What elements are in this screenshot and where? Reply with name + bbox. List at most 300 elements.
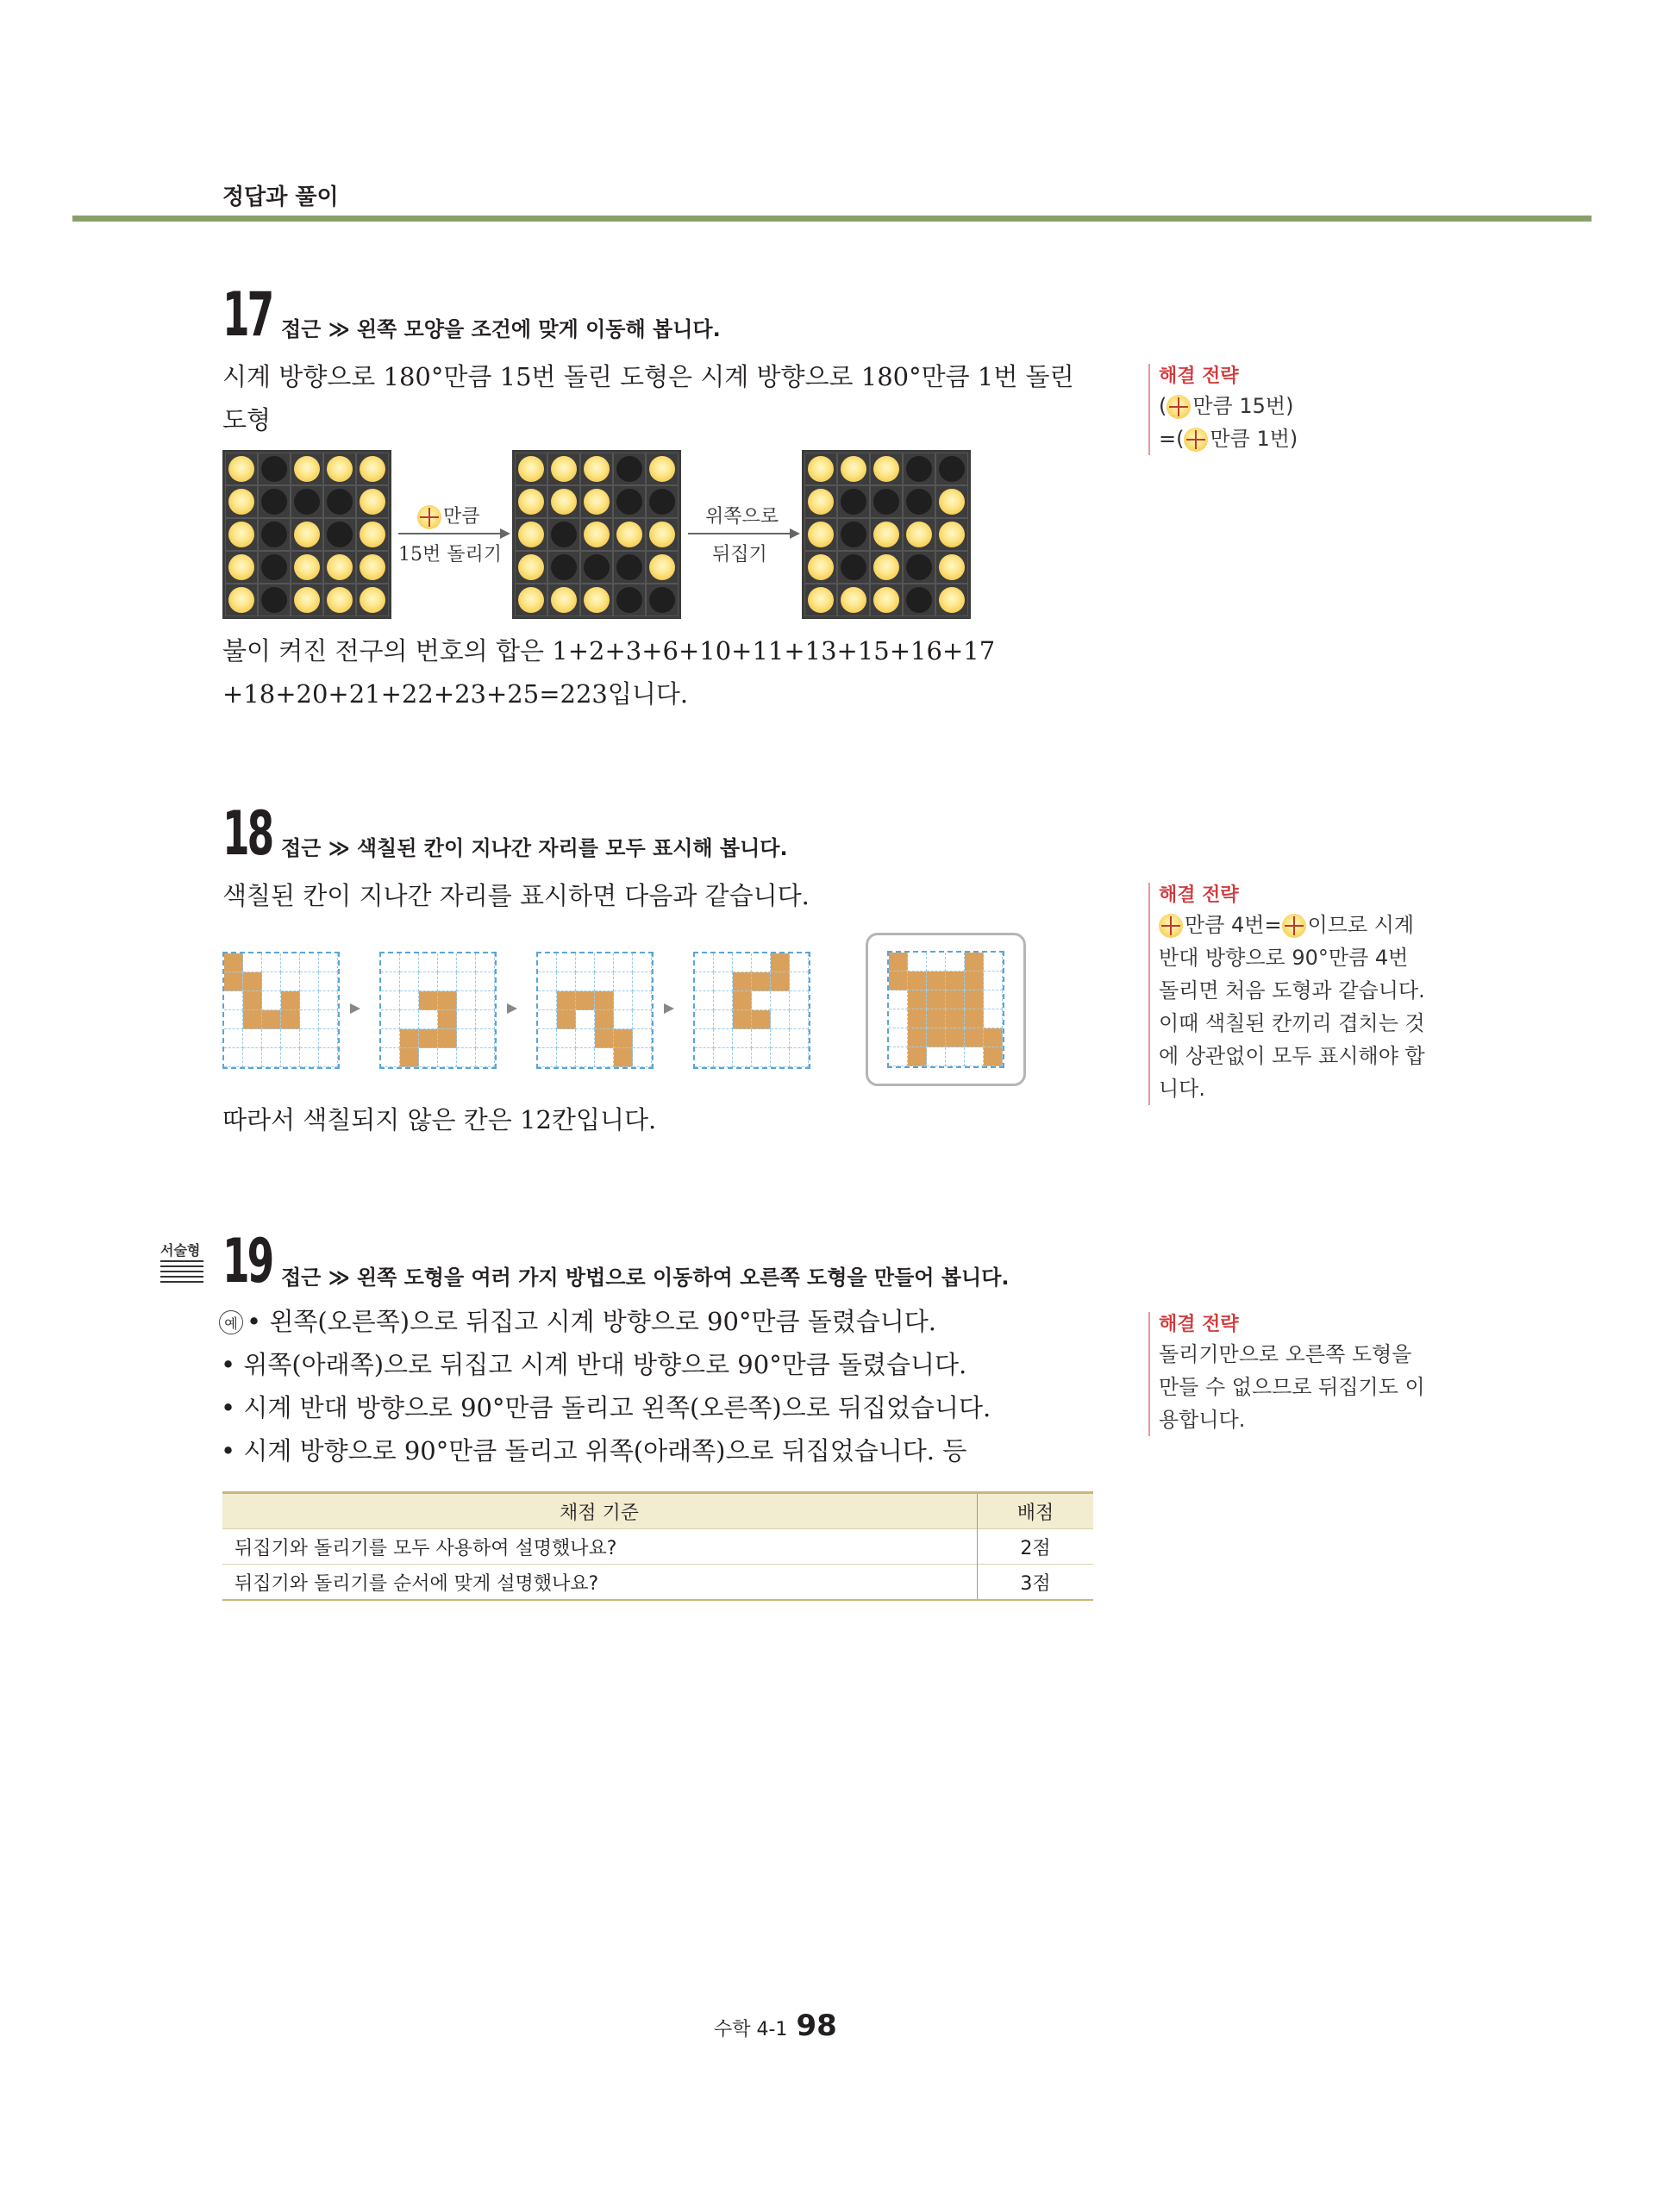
q18-strategy-box bbox=[1148, 883, 1435, 1105]
filled-square bbox=[965, 1028, 984, 1047]
empty-square bbox=[300, 972, 319, 991]
bulb-on bbox=[327, 554, 353, 580]
filled-square bbox=[908, 1047, 927, 1066]
bulb-cell bbox=[935, 485, 968, 518]
bulb-cell bbox=[580, 453, 613, 485]
empty-square bbox=[965, 1047, 984, 1066]
filled-square bbox=[224, 953, 243, 972]
rotate-180-icon bbox=[1184, 428, 1208, 452]
bulb-cell bbox=[804, 453, 837, 485]
bulb-cell bbox=[613, 518, 646, 551]
bulb-on bbox=[518, 522, 544, 547]
bulb-cell bbox=[258, 485, 291, 518]
empty-square bbox=[300, 991, 319, 1010]
filled-square bbox=[889, 953, 908, 972]
empty-square bbox=[714, 972, 733, 991]
approach-text: 왼쪽 도형을 여러 가지 방법으로 이동하여 오른쪽 도형을 만들어 봅니다. bbox=[356, 1265, 1010, 1290]
bulb-cell bbox=[515, 551, 547, 584]
q18-line1: 색칠된 칸이 지나간 자리를 표시하면 다음과 같습니다. bbox=[222, 881, 810, 910]
bulb-off bbox=[939, 456, 965, 482]
empty-square bbox=[319, 1048, 338, 1067]
filled-square bbox=[224, 972, 243, 991]
bulb-off bbox=[841, 489, 866, 515]
empty-square bbox=[457, 991, 476, 1010]
bulb-cell bbox=[613, 584, 646, 616]
bulb-cell bbox=[323, 584, 356, 616]
strategy-title: 해결 전략 bbox=[1159, 884, 1239, 906]
filled-square bbox=[927, 1009, 946, 1028]
step2-bottom-caption: 뒤집기 bbox=[712, 544, 767, 565]
bulb-cell bbox=[580, 485, 613, 518]
empty-square bbox=[457, 972, 476, 991]
bulb-on bbox=[808, 554, 834, 580]
empty-square bbox=[457, 1010, 476, 1029]
filled-square bbox=[889, 972, 908, 990]
bulb-cell bbox=[804, 485, 837, 518]
transition-arrow bbox=[507, 1003, 517, 1014]
empty-square bbox=[614, 972, 633, 991]
bulb-cell bbox=[225, 551, 258, 584]
bulb-cell bbox=[323, 485, 356, 518]
empty-square bbox=[771, 1010, 790, 1029]
bulb-on bbox=[294, 587, 320, 613]
transition-arrow bbox=[664, 1003, 674, 1014]
bulb-on bbox=[649, 522, 675, 547]
bulb-on bbox=[906, 522, 932, 547]
bulb-cell bbox=[225, 485, 258, 518]
bulb-on bbox=[360, 489, 385, 515]
empty-square bbox=[319, 953, 338, 972]
bulb-cell bbox=[580, 551, 613, 584]
bulb-on bbox=[518, 587, 544, 613]
bulb-cell bbox=[515, 518, 547, 551]
square-grid-result bbox=[887, 951, 1004, 1068]
bulb-cell bbox=[903, 453, 935, 485]
bulb-cell bbox=[323, 518, 356, 551]
bulb-cell bbox=[613, 551, 646, 584]
bulb-cell bbox=[646, 551, 679, 584]
q17-strategy-box bbox=[1148, 364, 1435, 455]
empty-square bbox=[695, 972, 714, 991]
empty-square bbox=[476, 972, 495, 991]
filled-square bbox=[595, 991, 614, 1010]
bulb-on bbox=[228, 522, 254, 547]
q17-sum-line1: 불이 켜진 전구의 번호의 합은 1+2+3+6+10+11+13+15+16+17 bbox=[222, 636, 996, 665]
square-grid-2 bbox=[379, 952, 497, 1069]
bulb-off bbox=[261, 554, 287, 580]
q18-conclusion: 따라서 색칠되지 않은 칸은 12칸입니다. bbox=[222, 1105, 657, 1134]
approach-label: 접근 ≫ bbox=[281, 1265, 350, 1290]
empty-square bbox=[281, 953, 300, 972]
bulb-on bbox=[873, 456, 899, 482]
empty-square bbox=[381, 1029, 400, 1048]
strategy-text: 돌리기만으로 오른쪽 도형을 만들 수 없으므로 뒤집기도 이용합니다. bbox=[1159, 1342, 1425, 1432]
approach-text: 왼쪽 모양을 조건에 맞게 이동해 봅니다. bbox=[356, 317, 721, 341]
empty-square bbox=[576, 1029, 595, 1048]
empty-square bbox=[633, 1010, 652, 1029]
bulb-off bbox=[649, 587, 675, 613]
empty-square bbox=[381, 991, 400, 1010]
bulb-cell bbox=[837, 551, 870, 584]
book-title: 수학 4-1 bbox=[714, 2019, 788, 2040]
bulb-on bbox=[939, 522, 965, 547]
empty-square bbox=[476, 953, 495, 972]
bulb-off bbox=[261, 489, 287, 515]
bulb-on bbox=[294, 522, 320, 547]
empty-square bbox=[790, 991, 809, 1010]
empty-square bbox=[790, 953, 809, 972]
filled-square bbox=[595, 1029, 614, 1048]
empty-square bbox=[538, 1048, 557, 1067]
q19-answer-lines bbox=[221, 1300, 991, 1472]
bulb-off bbox=[616, 489, 642, 515]
empty-square bbox=[538, 953, 557, 972]
filled-square bbox=[557, 1010, 576, 1029]
empty-square bbox=[557, 1029, 576, 1048]
bulb-cell bbox=[515, 584, 547, 616]
empty-square bbox=[595, 972, 614, 991]
bulb-cell bbox=[580, 584, 613, 616]
strategy-title: 해결 전략 bbox=[1159, 366, 1239, 387]
bulb-grid-flipped bbox=[802, 450, 971, 619]
filled-square bbox=[595, 1010, 614, 1029]
step1-arrow-head bbox=[500, 528, 510, 539]
q17-sum bbox=[222, 629, 1093, 715]
answer-line-2: • 위쪽(아래쪽)으로 뒤집고 시계 반대 방향으로 90°만큼 돌렸습니다. bbox=[221, 1350, 967, 1379]
empty-square bbox=[733, 953, 752, 972]
empty-square bbox=[595, 953, 614, 972]
bulb-cell bbox=[291, 551, 323, 584]
bulb-off bbox=[873, 489, 899, 515]
q17-approach bbox=[281, 312, 721, 342]
empty-square bbox=[984, 990, 1003, 1009]
filled-square bbox=[733, 972, 752, 991]
step2-arrow bbox=[688, 533, 790, 534]
answer-line-3: • 시계 반대 방향으로 90°만큼 돌리고 왼쪽(오른쪽)으로 뒤집었습니다. bbox=[221, 1393, 991, 1422]
bulb-cell bbox=[225, 453, 258, 485]
bulb-off bbox=[906, 587, 932, 613]
empty-square bbox=[614, 991, 633, 1010]
empty-square bbox=[476, 1048, 495, 1067]
bulb-on bbox=[808, 489, 834, 515]
empty-square bbox=[889, 1009, 908, 1028]
empty-square bbox=[984, 1009, 1003, 1028]
bulb-cell bbox=[356, 584, 389, 616]
bulb-cell bbox=[935, 518, 968, 551]
empty-square bbox=[262, 972, 281, 991]
bulb-cell bbox=[903, 584, 935, 616]
bulb-on bbox=[808, 587, 834, 613]
empty-square bbox=[695, 953, 714, 972]
bulb-on bbox=[360, 456, 385, 482]
transition-arrow bbox=[350, 1003, 360, 1014]
bulb-on bbox=[873, 587, 899, 613]
filled-square bbox=[243, 991, 262, 1010]
filled-square bbox=[281, 991, 300, 1010]
bulb-off bbox=[261, 456, 287, 482]
filled-square bbox=[965, 972, 984, 990]
empty-square bbox=[714, 1029, 733, 1048]
empty-square bbox=[714, 953, 733, 972]
bulb-cell bbox=[323, 453, 356, 485]
empty-square bbox=[400, 953, 419, 972]
strategy-line2: =( 만큼 1번) bbox=[1159, 427, 1298, 451]
bulb-on bbox=[294, 456, 320, 482]
bulb-cell bbox=[356, 551, 389, 584]
bulb-on bbox=[841, 456, 866, 482]
bulb-cell bbox=[613, 453, 646, 485]
rotate-90-icon bbox=[1159, 914, 1183, 938]
bulb-off bbox=[261, 522, 287, 547]
descriptive-tag-lines bbox=[160, 1260, 203, 1283]
filled-square bbox=[576, 991, 595, 1010]
empty-square bbox=[633, 953, 652, 972]
bulb-cell bbox=[547, 584, 580, 616]
filled-square bbox=[965, 1009, 984, 1028]
bulb-on bbox=[518, 456, 544, 482]
step1-bottom-caption: 15번 돌리기 bbox=[398, 544, 502, 565]
empty-square bbox=[224, 1048, 243, 1067]
rotate-180-icon bbox=[1166, 395, 1191, 419]
bulb-on bbox=[360, 522, 385, 547]
filled-square bbox=[927, 972, 946, 990]
empty-square bbox=[771, 1048, 790, 1067]
empty-square bbox=[400, 1010, 419, 1029]
empty-square bbox=[419, 1048, 438, 1067]
filled-square bbox=[946, 1009, 965, 1028]
empty-square bbox=[262, 1048, 281, 1067]
bulb-off bbox=[327, 522, 353, 547]
bulb-cell bbox=[646, 584, 679, 616]
empty-square bbox=[224, 1029, 243, 1048]
bulb-on bbox=[327, 587, 353, 613]
empty-square bbox=[576, 972, 595, 991]
table-header-row bbox=[222, 1493, 1093, 1529]
empty-square bbox=[927, 1047, 946, 1066]
filled-square bbox=[908, 1028, 927, 1047]
empty-square bbox=[300, 1010, 319, 1029]
filled-square bbox=[557, 991, 576, 1010]
empty-square bbox=[243, 953, 262, 972]
filled-square bbox=[946, 1028, 965, 1047]
empty-square bbox=[633, 1029, 652, 1048]
bulb-cell bbox=[837, 518, 870, 551]
bulb-cell bbox=[291, 485, 323, 518]
bulb-on bbox=[327, 456, 353, 482]
bulb-cell bbox=[225, 518, 258, 551]
filled-square bbox=[752, 972, 771, 991]
bulb-off bbox=[327, 489, 353, 515]
q18-approach bbox=[281, 831, 788, 861]
bulb-cell bbox=[547, 453, 580, 485]
empty-square bbox=[281, 1048, 300, 1067]
bulb-cell bbox=[837, 584, 870, 616]
empty-square bbox=[695, 1048, 714, 1067]
filled-square bbox=[965, 953, 984, 972]
answer-line-1: • 왼쪽(오른쪽)으로 뒤집고 시계 방향으로 90°만큼 돌렸습니다. bbox=[247, 1307, 936, 1336]
empty-square bbox=[476, 1029, 495, 1048]
strategy-text: 만큼 4번= 이므로 시계 반대 방향으로 90°만큼 4번 돌리면 처음 도형과 같습니다. 이때 색칠된 칸끼리 겹치는 것에 상관없이 모두 표시해야 합니다. bbox=[1159, 913, 1425, 1101]
bulb-cell bbox=[870, 485, 903, 518]
empty-square bbox=[889, 1047, 908, 1066]
q19-strategy-box bbox=[1148, 1312, 1435, 1436]
empty-square bbox=[300, 953, 319, 972]
empty-square bbox=[908, 953, 927, 972]
bulb-off bbox=[294, 489, 320, 515]
filled-square bbox=[984, 1028, 1003, 1047]
score-cell: 3점 bbox=[978, 1565, 1094, 1601]
empty-square bbox=[889, 1028, 908, 1047]
scoring-table bbox=[222, 1491, 1093, 1601]
bulb-off bbox=[906, 456, 932, 482]
header-criteria: 채점 기준 bbox=[222, 1493, 978, 1529]
filled-square bbox=[927, 990, 946, 1009]
bulb-cell bbox=[903, 485, 935, 518]
filled-square bbox=[262, 1010, 281, 1029]
approach-label: 접근 ≫ bbox=[281, 317, 350, 341]
empty-square bbox=[300, 1029, 319, 1048]
bulb-cell bbox=[935, 453, 968, 485]
empty-square bbox=[400, 991, 419, 1010]
empty-square bbox=[438, 1048, 457, 1067]
empty-square bbox=[438, 953, 457, 972]
bulb-cell bbox=[515, 453, 547, 485]
bulb-cell bbox=[646, 518, 679, 551]
empty-square bbox=[457, 1048, 476, 1067]
page-number: 98 bbox=[796, 2009, 837, 2043]
filled-square bbox=[733, 991, 752, 1010]
header-score: 배점 bbox=[978, 1493, 1094, 1529]
bulb-cell bbox=[258, 453, 291, 485]
square-grid-1 bbox=[222, 952, 340, 1069]
bulb-cell bbox=[804, 518, 837, 551]
bulb-cell bbox=[547, 485, 580, 518]
bulb-cell bbox=[291, 584, 323, 616]
empty-square bbox=[614, 1010, 633, 1029]
empty-square bbox=[319, 991, 338, 1010]
filled-square bbox=[419, 1029, 438, 1048]
empty-square bbox=[790, 1010, 809, 1029]
empty-square bbox=[243, 1029, 262, 1048]
filled-square bbox=[614, 1029, 633, 1048]
bulb-cell bbox=[258, 584, 291, 616]
question-number-17: 17 bbox=[222, 279, 272, 350]
bulb-off bbox=[261, 587, 287, 613]
filled-square bbox=[438, 1010, 457, 1029]
square-grid-4 bbox=[693, 952, 810, 1069]
bulb-on bbox=[939, 554, 965, 580]
empty-square bbox=[557, 953, 576, 972]
empty-square bbox=[752, 1048, 771, 1067]
bulb-on bbox=[808, 522, 834, 547]
filled-square bbox=[908, 972, 927, 990]
bulb-cell bbox=[225, 584, 258, 616]
bulb-cell bbox=[646, 453, 679, 485]
bulb-cell bbox=[291, 453, 323, 485]
bulb-on bbox=[939, 587, 965, 613]
bulb-grid-original bbox=[222, 450, 391, 619]
empty-square bbox=[790, 972, 809, 991]
empty-square bbox=[476, 991, 495, 1010]
bulb-on bbox=[649, 456, 675, 482]
empty-square bbox=[300, 1048, 319, 1067]
strategy-line1: ( 만큼 15번) bbox=[1159, 394, 1294, 418]
empty-square bbox=[319, 972, 338, 991]
bulb-cell bbox=[935, 584, 968, 616]
empty-square bbox=[381, 953, 400, 972]
empty-square bbox=[281, 972, 300, 991]
empty-square bbox=[752, 1029, 771, 1048]
table-row bbox=[222, 1565, 1093, 1601]
bulb-off bbox=[649, 489, 675, 515]
question-number-18: 18 bbox=[222, 798, 272, 869]
empty-square bbox=[714, 1048, 733, 1067]
bulb-off bbox=[841, 554, 866, 580]
bulb-cell bbox=[903, 551, 935, 584]
bulb-on bbox=[551, 456, 577, 482]
bulb-cell bbox=[935, 551, 968, 584]
bulb-on bbox=[360, 554, 385, 580]
bulb-cell bbox=[804, 584, 837, 616]
bulb-cell bbox=[804, 551, 837, 584]
approach-text: 색칠된 칸이 지나간 자리를 모두 표시해 봅니다. bbox=[356, 836, 788, 860]
empty-square bbox=[224, 1010, 243, 1029]
empty-square bbox=[714, 1010, 733, 1029]
empty-square bbox=[476, 1010, 495, 1029]
bulb-off bbox=[551, 522, 577, 547]
bulb-on bbox=[616, 522, 642, 547]
empty-square bbox=[771, 991, 790, 1010]
filled-square bbox=[927, 1028, 946, 1047]
bulb-on bbox=[584, 456, 610, 482]
bulb-on bbox=[873, 522, 899, 547]
bulb-on bbox=[584, 522, 610, 547]
empty-square bbox=[538, 991, 557, 1010]
empty-square bbox=[946, 953, 965, 972]
filled-square bbox=[243, 972, 262, 991]
empty-square bbox=[457, 953, 476, 972]
empty-square bbox=[595, 1048, 614, 1067]
filled-square bbox=[908, 990, 927, 1009]
bulb-cell bbox=[547, 518, 580, 551]
bulb-off bbox=[584, 554, 610, 580]
bulb-on bbox=[228, 489, 254, 515]
bulb-off bbox=[906, 554, 932, 580]
bulb-off bbox=[906, 489, 932, 515]
filled-square bbox=[984, 1047, 1003, 1066]
filled-square bbox=[965, 990, 984, 1009]
bulb-on bbox=[841, 587, 866, 613]
empty-square bbox=[790, 1029, 809, 1048]
filled-square bbox=[946, 990, 965, 1009]
bulb-off bbox=[616, 554, 642, 580]
empty-square bbox=[771, 1029, 790, 1048]
table-row bbox=[222, 1529, 1093, 1565]
bulb-on bbox=[294, 554, 320, 580]
bulb-on bbox=[584, 489, 610, 515]
empty-square bbox=[633, 991, 652, 1010]
empty-square bbox=[262, 991, 281, 1010]
bulb-grid-rotated bbox=[512, 450, 681, 619]
bulb-cell bbox=[870, 518, 903, 551]
q17-line1: 시계 방향으로 180°만큼 15번 돌린 도형은 시계 방향으로 180°만큼 1번 돌린 도형 bbox=[222, 362, 1074, 434]
empty-square bbox=[438, 972, 457, 991]
filled-square bbox=[752, 1010, 771, 1029]
question-number-19: 19 bbox=[222, 1226, 272, 1297]
rotate-360-icon bbox=[1282, 914, 1306, 938]
filled-square bbox=[243, 1010, 262, 1029]
step1-top-caption: 만큼 bbox=[417, 502, 480, 529]
